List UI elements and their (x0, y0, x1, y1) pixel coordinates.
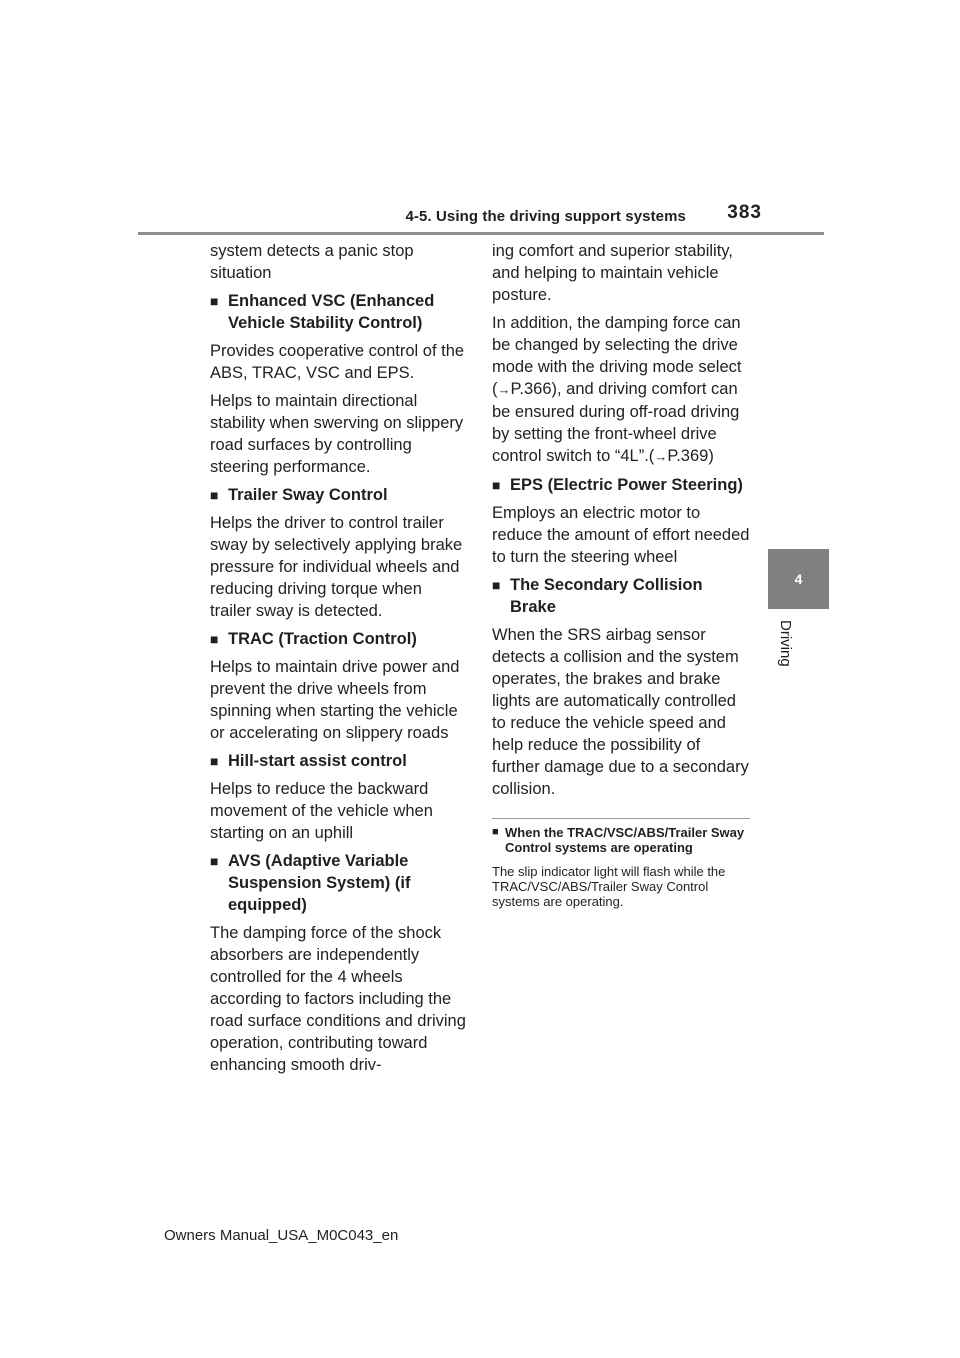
section-heading-trailer-sway: ■ Trailer Sway Control (210, 486, 388, 504)
square-bullet-icon: ■ (492, 826, 499, 838)
body-paragraph: The damping force of the shock absorbers are independently controlled for the 4 wheels according to factors including the road surface conditions and driving operation, contributing toward enhancing smooth driv- (210, 924, 466, 1074)
square-bullet-icon: ■ (210, 853, 219, 869)
arrow-right-icon: → (654, 449, 668, 464)
page-reference-link[interactable]: P.369 (667, 447, 709, 465)
section-heading-hill-start: ■ Hill-start assist control (210, 752, 407, 770)
section-heading-enhanced-vsc: ■ Enhanced VSC (Enhanced Vehicle Stability Control) (210, 292, 435, 332)
avs-drive-mode-paragraph: In addition, the damping force can be changed by selecting the drive mode with the driving mode select (→P.366), and driving comfort can be ensured during off-road driving by setting the front-wheel drive control switch to “4L”.(→P.369) (492, 314, 742, 465)
square-bullet-icon: ■ (210, 293, 219, 309)
square-bullet-icon: ■ (492, 477, 501, 493)
left-column (210, 240, 466, 1082)
note-body: The slip indicator light will flash while the TRAC/VSC/ABS/Trailer Sway Control systems are operating. (492, 864, 726, 909)
square-bullet-icon: ■ (492, 577, 501, 593)
chapter-number: 4 (794, 571, 803, 587)
continued-paragraph: ing comfort and superior stability, and helping to maintain vehicle posture. (492, 242, 733, 304)
body-paragraph: Employs an electric motor to reduce the amount of effort needed to turn the steering wheel (492, 504, 750, 566)
right-column (492, 240, 750, 909)
square-bullet-icon: ■ (210, 487, 219, 503)
page-reference-link[interactable]: P.366 (510, 380, 552, 398)
square-bullet-icon: ■ (210, 753, 219, 769)
section-heading-trac: ■ TRAC (Traction Control) (210, 630, 417, 648)
footer-text: Owners Manual_USA_M0C043_en (164, 1227, 399, 1244)
section-heading-secondary-collision-brake: ■ The Secondary Collision Brake (492, 576, 703, 616)
intro-paragraph: system detects a panic stop situation (210, 242, 414, 282)
section-heading-eps: ■ EPS (Electric Power Steering) (492, 476, 743, 494)
note-heading: ■ When the TRAC/VSC/ABS/Trailer Sway Control systems are operating (492, 825, 745, 855)
body-paragraph: Provides cooperative control of the ABS, TRAC, VSC and EPS. (210, 342, 465, 382)
body-paragraph: Helps to maintain drive power and prevent the drive wheels from spinning when starting the vehicle or accelerating on slippery roads (210, 658, 460, 742)
chapter-tab[interactable] (768, 549, 829, 609)
body-paragraph: Helps the driver to control trailer sway by selectively applying brake pressure for individual wheels and reducing driving torque when trailer sway is detected. (210, 514, 463, 620)
arrow-right-icon: → (497, 382, 511, 397)
body-paragraph: Helps to reduce the backward movement of the vehicle when starting on an uphill (210, 780, 433, 842)
section-heading-avs: ■ AVS (Adaptive Variable Suspension System) (if equipped) (210, 852, 411, 914)
chapter-label-text: Driving (777, 620, 794, 667)
body-paragraph: When the SRS airbag sensor detects a collision and the system operates, the brakes and brake lights are automatically controlled to reduce the vehicle speed and help reduce the possibility of further damage due to a secondary collision. (492, 626, 749, 798)
page-number: 383 (727, 202, 762, 223)
header-divider (138, 232, 824, 235)
chapter-label (768, 612, 829, 692)
note-divider (492, 818, 750, 819)
square-bullet-icon: ■ (210, 631, 219, 647)
body-paragraph: Helps to maintain directional stability when swerving on slippery road surfaces by controlling steering performance. (210, 392, 464, 476)
section-title: 4-5. Using the driving support systems (405, 208, 686, 225)
